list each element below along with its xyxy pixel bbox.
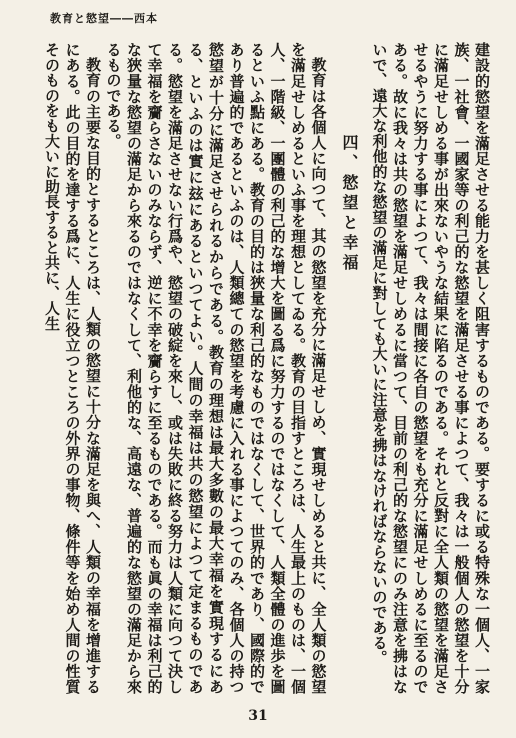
vertical-text-body: [30, 42, 492, 694]
section-heading: 四、慾望と幸福: [340, 134, 359, 274]
running-header: 教育と慾望――西本: [50, 12, 158, 25]
paragraph-continued: 建設的慾望を滿足させる能力を甚しく阻害するものである。要するに或る特殊な一個人、一家族、一社會、一國家等の利己的な慾望を滿足させる事によつて、我々は一般個人の慾望を十分に滿足せしめる事が出來ないやうな結果に陷るのである。それと反對に全人類の慾望を滿足させるやうに努力する事によつて、我々は間接に各自の慾望をも充分に滿足せしめるに至るのである。故に我々は共の慾望を滿足せしめるに當つて、目前の利己的な慾望にのみ注意を拂はないで、遠大な利他的な慾望の滿足に對しても大いに注意を拂はなければならないのである。: [370, 42, 491, 694]
paragraph: 教育は各個人に向つて、其の慾望を充分に滿足せしめ、實現せしめると共に、全人類の慾望を滿足せしめるといふ事を理想としてゐる。教育の目指すところは、人生最上のものは、一個人、一階級、一團體の利己的な增大を圖る爲に努力するのではなくして、人類全體の進歩を圖るといふ點にある。教育の目的は狹量な利己的なものではなくして、世界的であり、國際的であり普遍的であるといふのは、人類總ての慾望を考慮に入れる事によつてのみ、各個人の持つ慾望が十分に滿足させられるからである。教育の理想は最大多數の最大幸福を實現するにある、といふのは實に玆にあるといつてよい。人間の幸福は共の慾望によつて定まるものである。慾望を滿足させない行爲や、慾望の破綻を來し、或は失敗に終る努力は人類に向つて決して幸福を齎らさないのみならず、逆に不幸を齎らすに至るものである。而も眞の幸福は利己的な狹量な慾望の滿足から來るのではなくして、利他的な、高遠な、普遍的な慾望の滿足から來るものである。: [104, 42, 328, 694]
paragraph: 教育の主要な目的とするところは、人類の慾望に十分な滿足を與へ、人類の幸福を增進するにある。此の目的を達する爲に、人生に役立つところの外界の事物、條件等を始め人間の性質そのものをも大いに助長すると共に、人生: [43, 42, 102, 694]
page-number: 31: [248, 708, 268, 724]
